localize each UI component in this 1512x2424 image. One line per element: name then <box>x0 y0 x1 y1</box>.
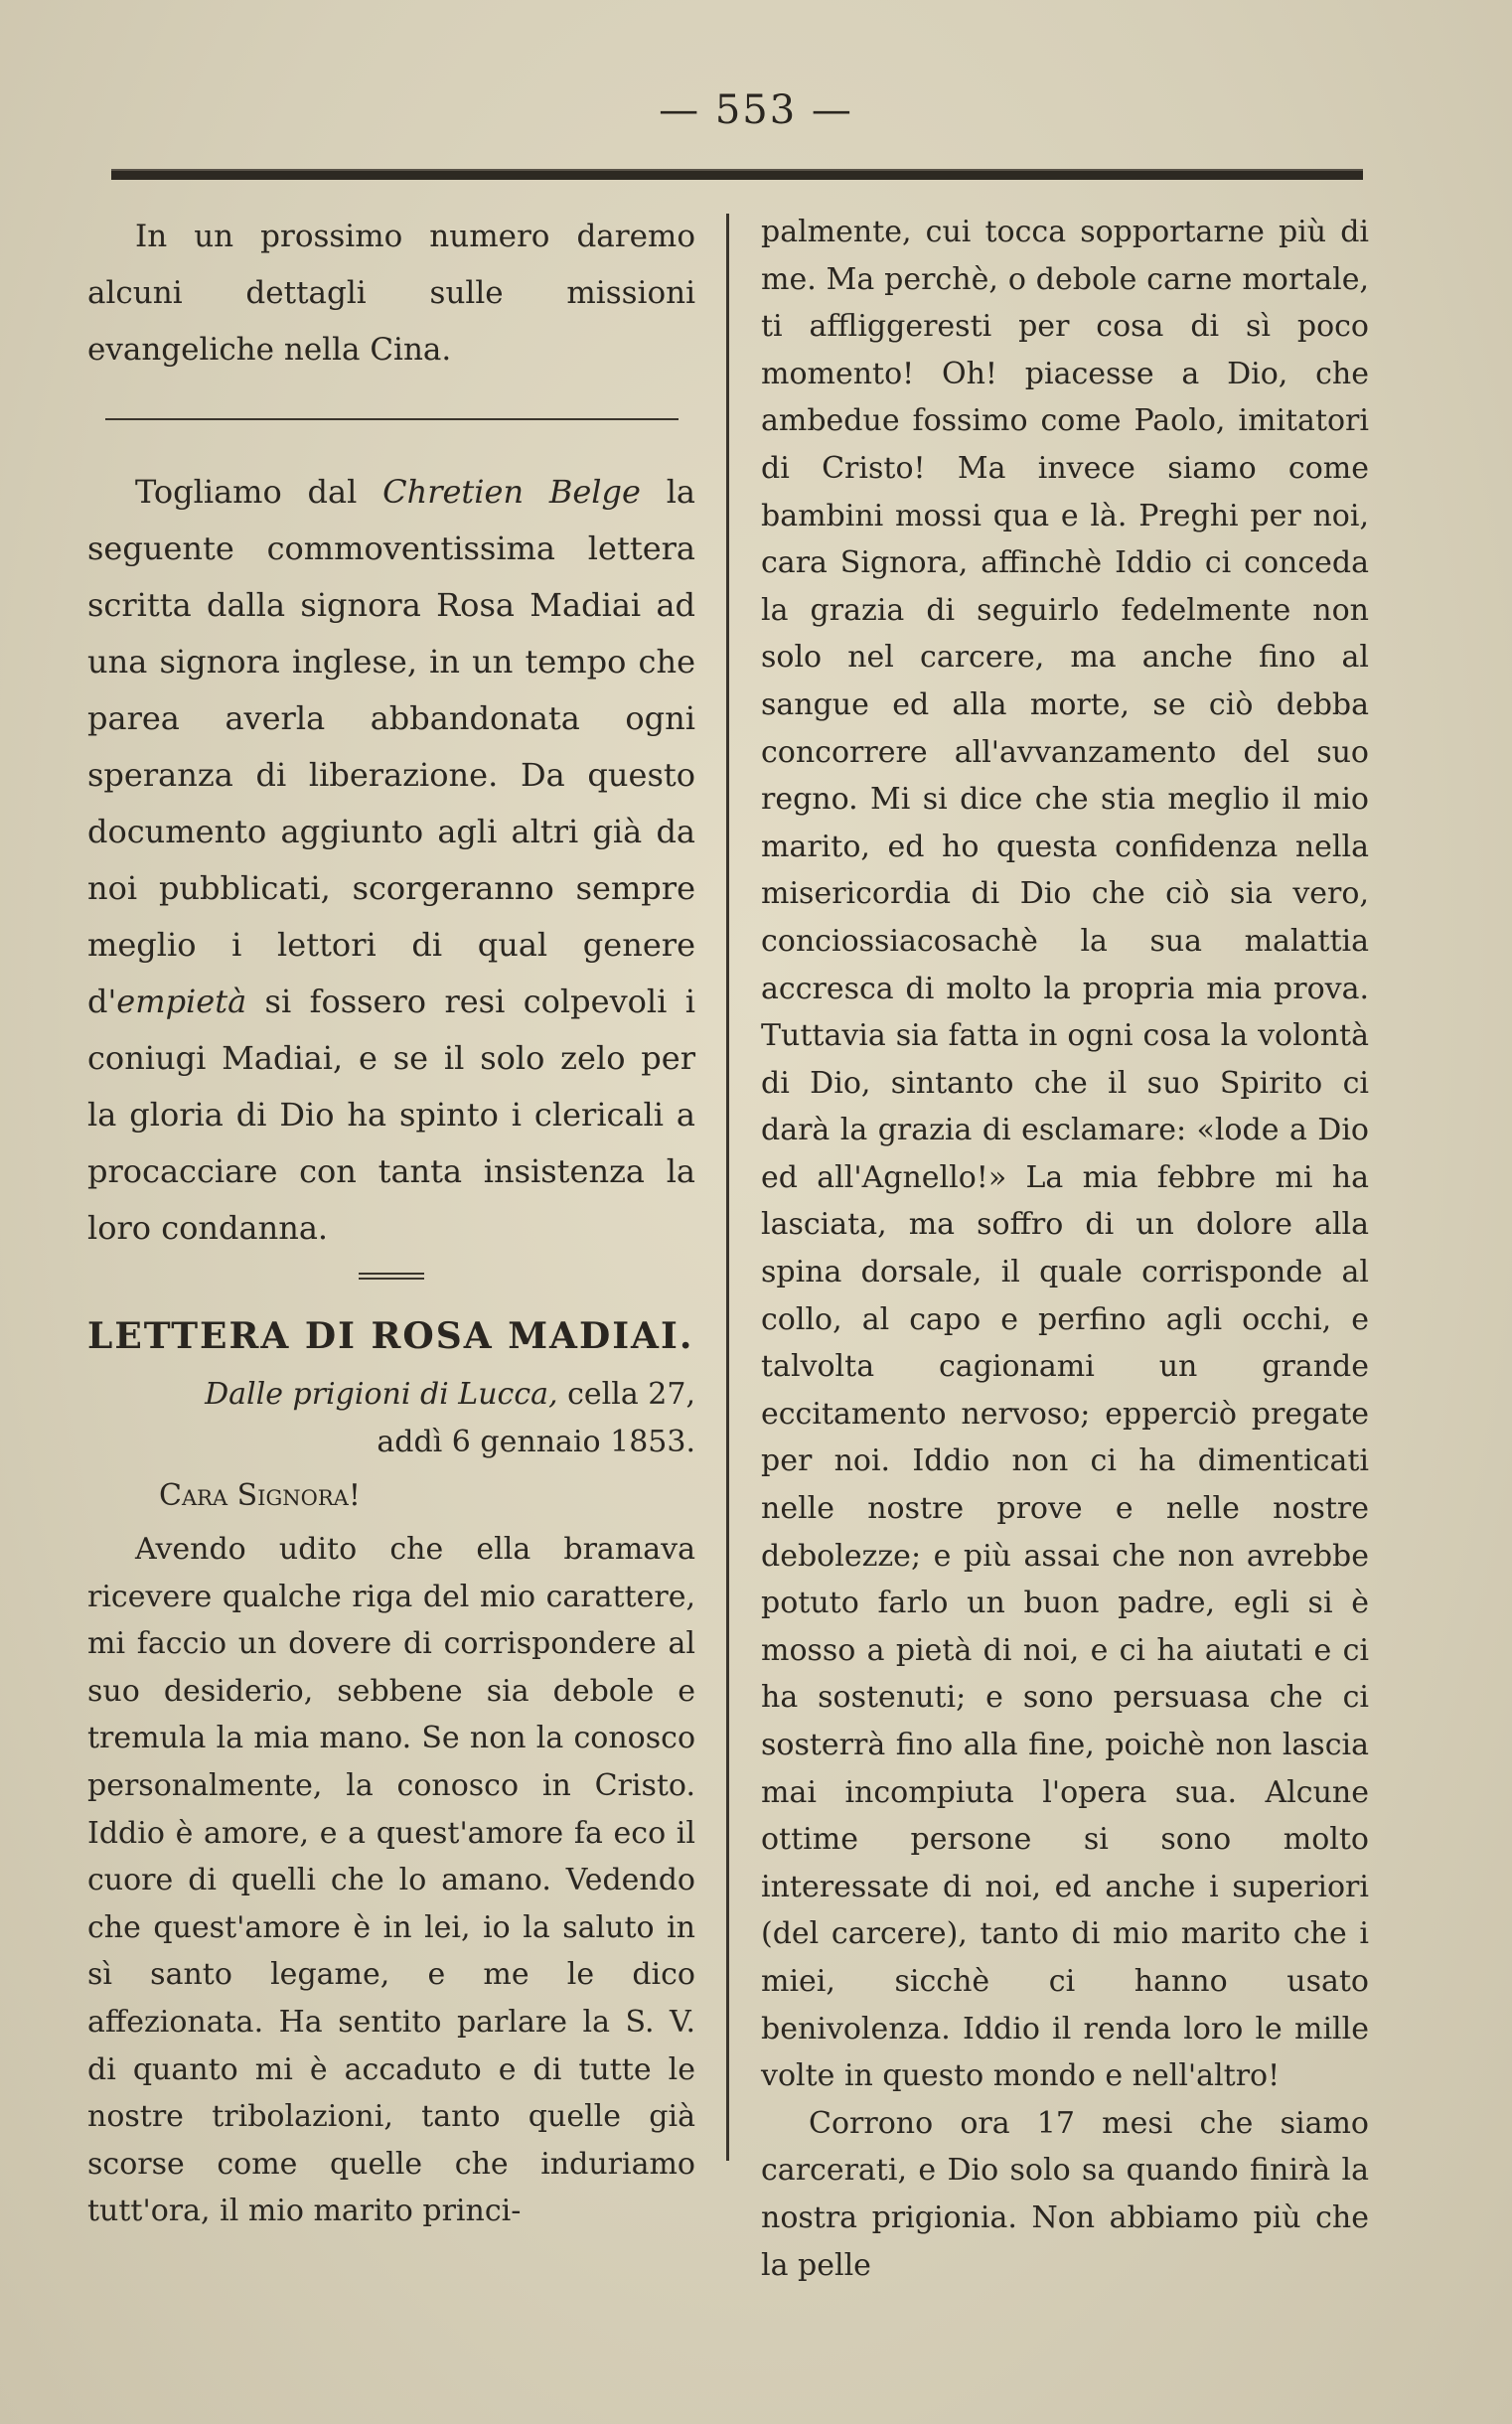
missions-note: In un prossimo numero daremo alcuni dettagli sulle missioni evangeliche nella Cina. <box>87 219 695 368</box>
dateline-cell: cella 27, <box>557 1377 695 1412</box>
left-column <box>87 209 695 2235</box>
column-divider <box>726 214 729 2161</box>
header-rule <box>111 169 1363 180</box>
page-number: — 553 — <box>659 87 853 133</box>
letter-paragraph-2: Corrono ora 17 mesi che siamo carcerati, e Dio solo sa quando finirà la nostra prigionia. Non abbiamo più che la pelle <box>761 2105 1369 2283</box>
letter-heading: LETTERA DI ROSA MADIAI. <box>87 1315 694 1357</box>
intro-source-title: Chretien Belge <box>382 473 641 511</box>
intro-text-2: la seguente commoventissima lettera scritta dalla signora Rosa Madiai ad una signora inglese, in un tempo che parea averla abbandonata ogni speranza di liberazione. Da questo documento aggiunto agli altri già da noi pubblicati, scorgeranno sempre meglio i lettori di qual genere d' <box>87 473 696 1020</box>
letter-body-right: palmente, cui tocca sopportarne più di me. Ma perchè, o debole carne mortale, ti affliggeresti per cosa di sì poco momento! Oh! piacesse a Dio, che ambedue fossimo come Paolo, imitatori di Cristo! Ma invece siamo come bambini mossi qua e là. Preghi per noi, cara Signora, affinchè Iddio ci conceda la grazia di seguirlo fedelmente non solo nel carcere, ma anche fino al sangue ed alla morte, se ciò debba concorrere all'avvanzamento del suo regno. Mi si dice che stia meglio il mio marito, ed ho questa confidenza nella misericordia di Dio che ciò sia vero, conciossiacosachè la sua malattia accresca di molto la propria mia prova. Tuttavia sia fatta in ogni cosa la volontà di Dio, sintanto che il suo Spirito ci darà la grazia di esclamare: «lode a Dio ed all'Agnello!» La mia febbre mi ha lasciata, ma soffro di un dolore alla spina dorsale, il quale corrisponde al collo, al capo e perfino agli occhi, e talvolta cagionami un grande eccitamento nervoso; epperciò pregate per noi. Iddio non ci ha dimenticati nelle nostre prove e nelle nostre debolezze; e più assai che non avrebbe potuto farlo un buon padre, egli si è mosso a pietà di noi, e ci ha aiutati e ci ha sostenuti; e sono persuasa che ci sosterrà fino alla fine, poichè non lascia mai incompiuta l'opera sua. Alcune ottime persone si sono molto interessate di noi, ed anche i superiori (del carcere), tanto di mio marito che i miei, sicchè ci hanno usato benivolenza. Iddio il renda loro le mille volte in questo mondo e nell'altro! <box>761 215 1369 2094</box>
section-rule <box>105 418 679 420</box>
intro-text-1: Togliamo dal <box>135 473 383 511</box>
intro-emphasis: empietà <box>116 983 247 1020</box>
intro-text-3: si fossero resi colpevoli i coniugi Madiai, e se il solo zelo per la gloria di Dio ha spinto i clericali a procacciare con tanta insistenza la loro condanna. <box>87 983 695 1247</box>
dateline-date: addì 6 gennaio 1853. <box>377 1425 695 1459</box>
dateline <box>87 1371 695 1466</box>
intro-paragraph <box>87 464 695 1257</box>
salutation: Cara Signora! <box>159 1478 361 1513</box>
right-column <box>761 209 1369 2289</box>
dateline-place: Dalle prigioni di Lucca, <box>205 1377 558 1412</box>
letter-body-left: Avendo udito che ella bramava ricevere qualche riga del mio carattere, mi faccio un dovere di corrispondere al suo desiderio, sebbene sia debole e tremula la mia mano. Se non la conosco personalmente, la conosco in Cristo. Iddio è amore, e a quest'amore fa eco il cuore di quelli che lo amano. Vedendo che quest'amore è in lei, io la saluto in sì santo legame, e me le dico affezionata. Ha sentito parlare la S. V. di quanto mi è accaduto e di tutte le nostre tribolazioni, tanto quelle già scorse come quelle che induriamo tutt'ora, il mio marito princi- <box>87 1532 695 2229</box>
double-rule <box>359 1273 424 1280</box>
